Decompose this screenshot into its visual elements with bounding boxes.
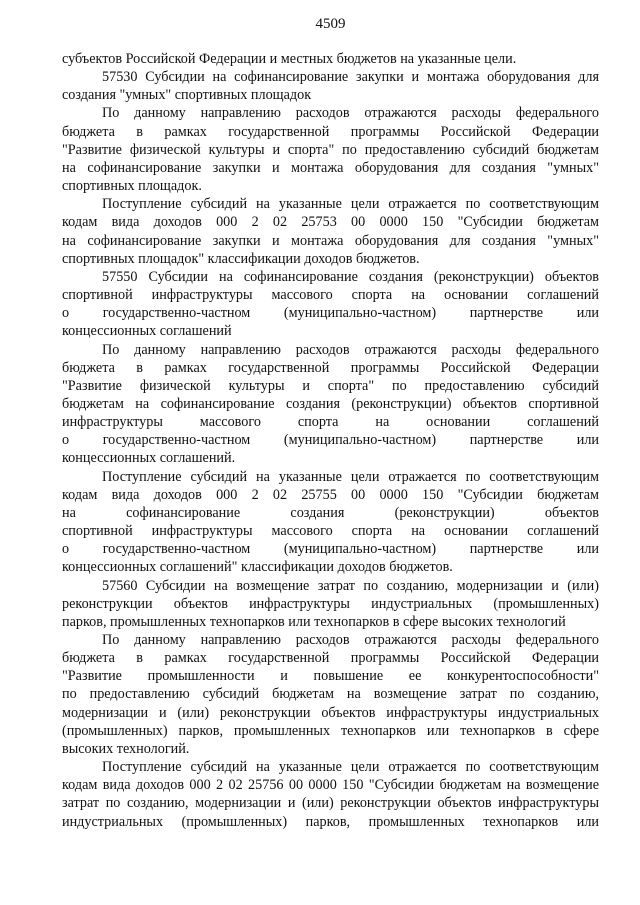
text-line: По данному направлению расходов отражаются расходы федерального [102,341,599,358]
text-line: инфраструктуры массового спорта на основании соглашений [62,414,599,431]
text-line: по предоставлению субсидий бюджетам на возмещение затрат по созданию, [62,686,599,703]
text-line: спортивных площадок" классификации доходов бюджетов. [62,250,420,267]
text-line: Поступление субсидий на указанные цели отражается по соответствующим [102,196,599,213]
text-line: бюджетам на софинансирование создания (реконструкции) объектов спортивной [62,395,599,412]
text-line: 57550 Субсидии на софинансирование создания (реконструкции) объектов [102,268,599,285]
text-line: По данному направлению расходов отражаются расходы федерального [102,105,599,122]
text-line: 57560 Субсидии на возмещение затрат по созданию, модернизации и (или) [102,577,599,594]
text-line: реконструкции объектов инфраструктуры индустриальных (промышленных) [62,595,599,612]
text-line: субъектов Российской Федерации и местных бюджетов на указанные цели. [62,51,517,67]
text-line: Поступление субсидий на указанные цели отражается по соответствующим [102,759,599,776]
text-line: на софинансирование закупки и монтажа оборудования для создания "умных" [62,232,599,249]
text-line: "Развитие промышленности и повышение ее конкурентоспособности" [62,668,599,685]
text-line: о государственно-частном (муниципально-частном) партнерстве или [62,432,599,449]
text-line: По данному направлению расходов отражаются расходы федерального [102,632,599,648]
text-line: концессионных соглашений. [62,450,236,467]
text-line: индустриальных (промышленных) парков, промышленных технопарков или [62,813,599,830]
text-line: бюджета в рамках государственной программы Российской Федерации [62,650,599,667]
text-line: о государственно-частном (муниципально-частном) партнерстве или [62,541,599,558]
text-line: "Развитие физической культуры и спорта" по предоставлению субсидий бюджетам [62,141,599,158]
text-line: высоких технологий. [62,740,190,757]
text-line: кодам вида доходов 000 2 02 25756 00 0000 150 "Субсидии бюджетам на возмещение [62,777,599,794]
text-line: "Развитие физической культуры и спорта" по предоставлению субсидий [62,377,599,394]
text-line: на софинансирование закупки и монтажа оборудования для создания "умных" [62,159,599,176]
text-line: кодам вида доходов 000 2 02 25753 00 0000 150 "Субсидии бюджетам [62,214,599,231]
document-page [62,14,599,831]
text-line: кодам вида доходов 000 2 02 25755 00 0000 150 "Субсидии бюджетам [62,486,599,503]
page-number: 4509 [315,16,346,32]
text-line: модернизации и (или) реконструкции объектов инфраструктуры индустриальных [62,704,599,721]
text-line: 57530 Субсидии на софинансирование закупки и монтажа оборудования для [102,69,599,86]
text-line: парков, промышленных технопарков или технопарков в сфере высоких технологий [62,613,566,630]
text-line: бюджета в рамках государственной программы Российской Федерации [62,123,599,140]
text-line: спортивных площадок. [62,178,202,195]
document-body [62,50,599,831]
text-line: спортивной инфраструктуры массового спорта на основании соглашений [62,287,599,304]
text-line: концессионных соглашений [62,323,232,340]
text-line: концессионных соглашений" классификации доходов бюджетов. [62,559,453,576]
text-line: создания "умных" спортивных площадок [62,87,312,104]
text-line: Поступление субсидий на указанные цели отражается по соответствующим [102,468,599,485]
text-line: на софинансирование создания (реконструкции) объектов [62,504,599,521]
text-line: о государственно-частном (муниципально-частном) партнерстве или [62,305,599,322]
text-line: бюджета в рамках государственной программы Российской Федерации [62,359,599,376]
text-line: спортивной инфраструктуры массового спорта на основании соглашений [62,523,599,540]
text-line: (промышленных) парков, промышленных технопарков или технопарков в сфере [62,722,599,739]
text-line: затрат по созданию, модернизации и (или) реконструкции объектов инфраструктуры [62,795,599,812]
